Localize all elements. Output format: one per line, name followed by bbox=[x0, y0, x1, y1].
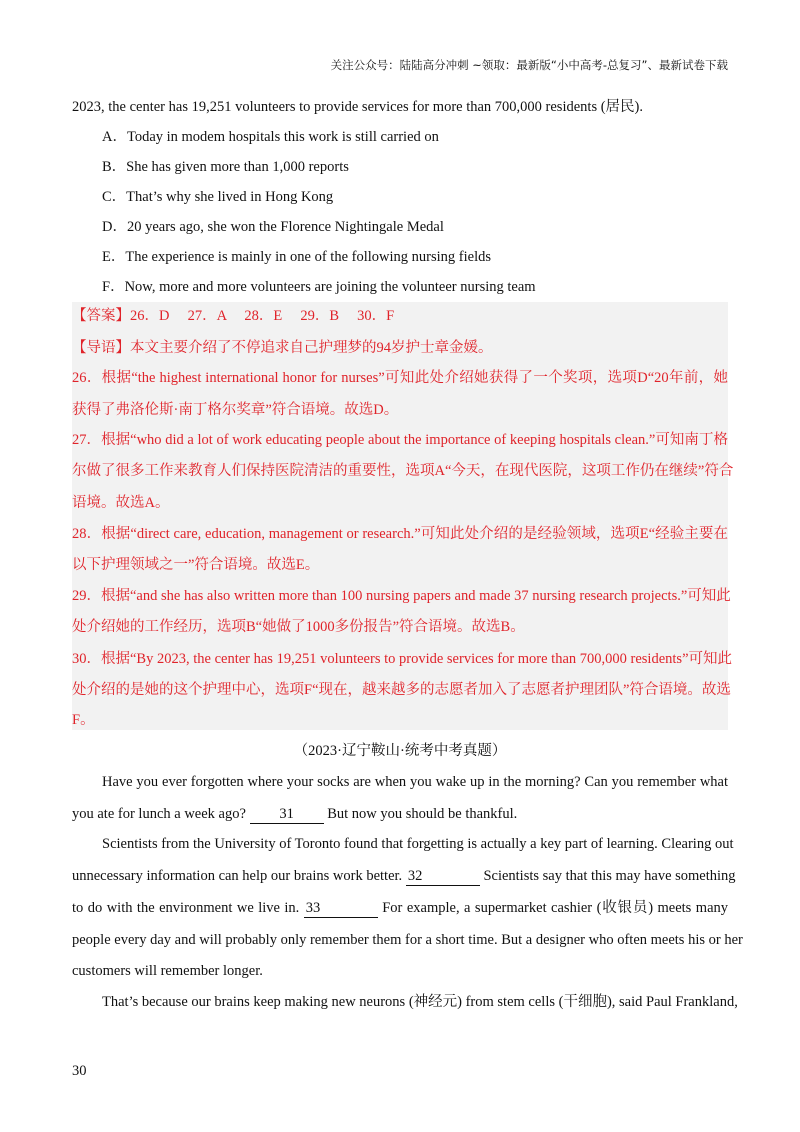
explanation-30-line3: F。 bbox=[72, 712, 95, 728]
source-title: （2023·辽宁鞍山·统考中考真题） bbox=[293, 743, 507, 759]
explanation-26-line1: 26．根据“the highest international honor for nurses”可知此处介绍她获得了一个奖项，选项D“20年前，她 bbox=[72, 370, 728, 386]
explanation-27-line2: 尔做了很多工作来教育人们保持医院清洁的重要性，选项A“今天，在现代医院，这项工作仍在继续”符合 bbox=[72, 463, 734, 479]
passage-text: Scientists say that this may have something bbox=[479, 868, 736, 884]
explanation-29-line1: 29．根据“and she has also written more than 100 nursing papers and made 37 nursing research projects.”可知此 bbox=[72, 588, 731, 604]
passage-text: to do with the environment we live in. bbox=[72, 900, 304, 916]
passage-p1-line1: Have you ever forgotten where your socks are when you wake up in the morning? Can you remember what bbox=[102, 774, 728, 790]
passage-p2-line1: Scientists from the University of Toronto found that forgetting is actually a key part of learning. Clearing out bbox=[102, 836, 734, 852]
intro-line: 2023, the center has 19,251 volunteers to provide services for more than 700,000 residents (居民). bbox=[72, 99, 643, 115]
passage-p2-line3 bbox=[72, 898, 728, 918]
explanation-26-line2: 获得了弗洛伦斯·南丁格尔奖章”符合语境。故选D。 bbox=[72, 402, 399, 418]
passage-text: unnecessary information can help our brains work better. bbox=[72, 868, 406, 884]
explanation-30-line1: 30．根据“By 2023, the center has 19,251 volunteers to provide services for more than 700,000 residents”可知此 bbox=[72, 651, 733, 667]
explanation-27-line3: 语境。故选A。 bbox=[72, 495, 170, 511]
guide-line: 【导语】本文主要介绍了不停追求自己护理梦的94岁护士章金媛。 bbox=[72, 340, 493, 356]
blank-31: 31 bbox=[250, 806, 324, 824]
option-e: E．The experience is mainly in one of the following nursing fields bbox=[102, 249, 491, 265]
option-a: A．Today in modem hospitals this work is still carried on bbox=[102, 129, 439, 145]
page-number: 30 bbox=[72, 1063, 87, 1079]
answer-line: 【答案】26．D 27．A 28．E 29．B 30．F bbox=[72, 308, 395, 324]
passage-p1-line2 bbox=[72, 804, 517, 824]
passage-text: But now you should be thankful. bbox=[323, 806, 518, 822]
blank-33: 33 bbox=[304, 900, 378, 918]
passage-p2-line5: customers will remember longer. bbox=[72, 963, 263, 979]
passage-text: For example, a supermarket cashier (收银员) meets many bbox=[377, 900, 728, 916]
explanation-28-line1: 28．根据“direct care, education, management or research.”可知此处介绍的是经验领域，选项E“经验主要在 bbox=[72, 526, 728, 542]
explanation-28-line2: 以下护理领域之一”符合语境。故选E。 bbox=[72, 557, 320, 573]
passage-text: you ate for lunch a week ago? bbox=[72, 806, 250, 822]
page-header: 关注公众号：陆陆高分冲刺 ~领取：最新版“小中高考-总复习”、最新试卷下载 bbox=[330, 58, 728, 72]
explanation-29-line2: 处介绍她的工作经历，选项B“她做了1000多份报告”符合语境。故选B。 bbox=[72, 619, 525, 635]
explanation-27-line1: 27．根据“who did a lot of work educating people about the importance of keeping hospitals clean.”可知南丁格 bbox=[72, 432, 728, 448]
passage-p3-line1: That’s because our brains keep making new neurons (神经元) from stem cells (干细胞), said Paul Frankland, bbox=[102, 994, 738, 1010]
passage-p2-line2 bbox=[72, 866, 736, 886]
option-f: F．Now, more and more volunteers are joining the volunteer nursing team bbox=[102, 279, 536, 295]
option-b: B．She has given more than 1,000 reports bbox=[102, 159, 349, 175]
option-c: C．That’s why she lived in Hong Kong bbox=[102, 189, 334, 205]
blank-32: 32 bbox=[406, 868, 480, 886]
explanation-30-line2: 处介绍的是她的这个护理中心，选项F“现在，越来越多的志愿者加入了志愿者护理团队”符合语境。故选 bbox=[72, 682, 731, 698]
passage-p2-line4: people every day and will probably only remember them for a short time. But a designer who often meets his or her bbox=[72, 932, 743, 948]
option-d: D．20 years ago, she won the Florence Nightingale Medal bbox=[102, 219, 444, 235]
